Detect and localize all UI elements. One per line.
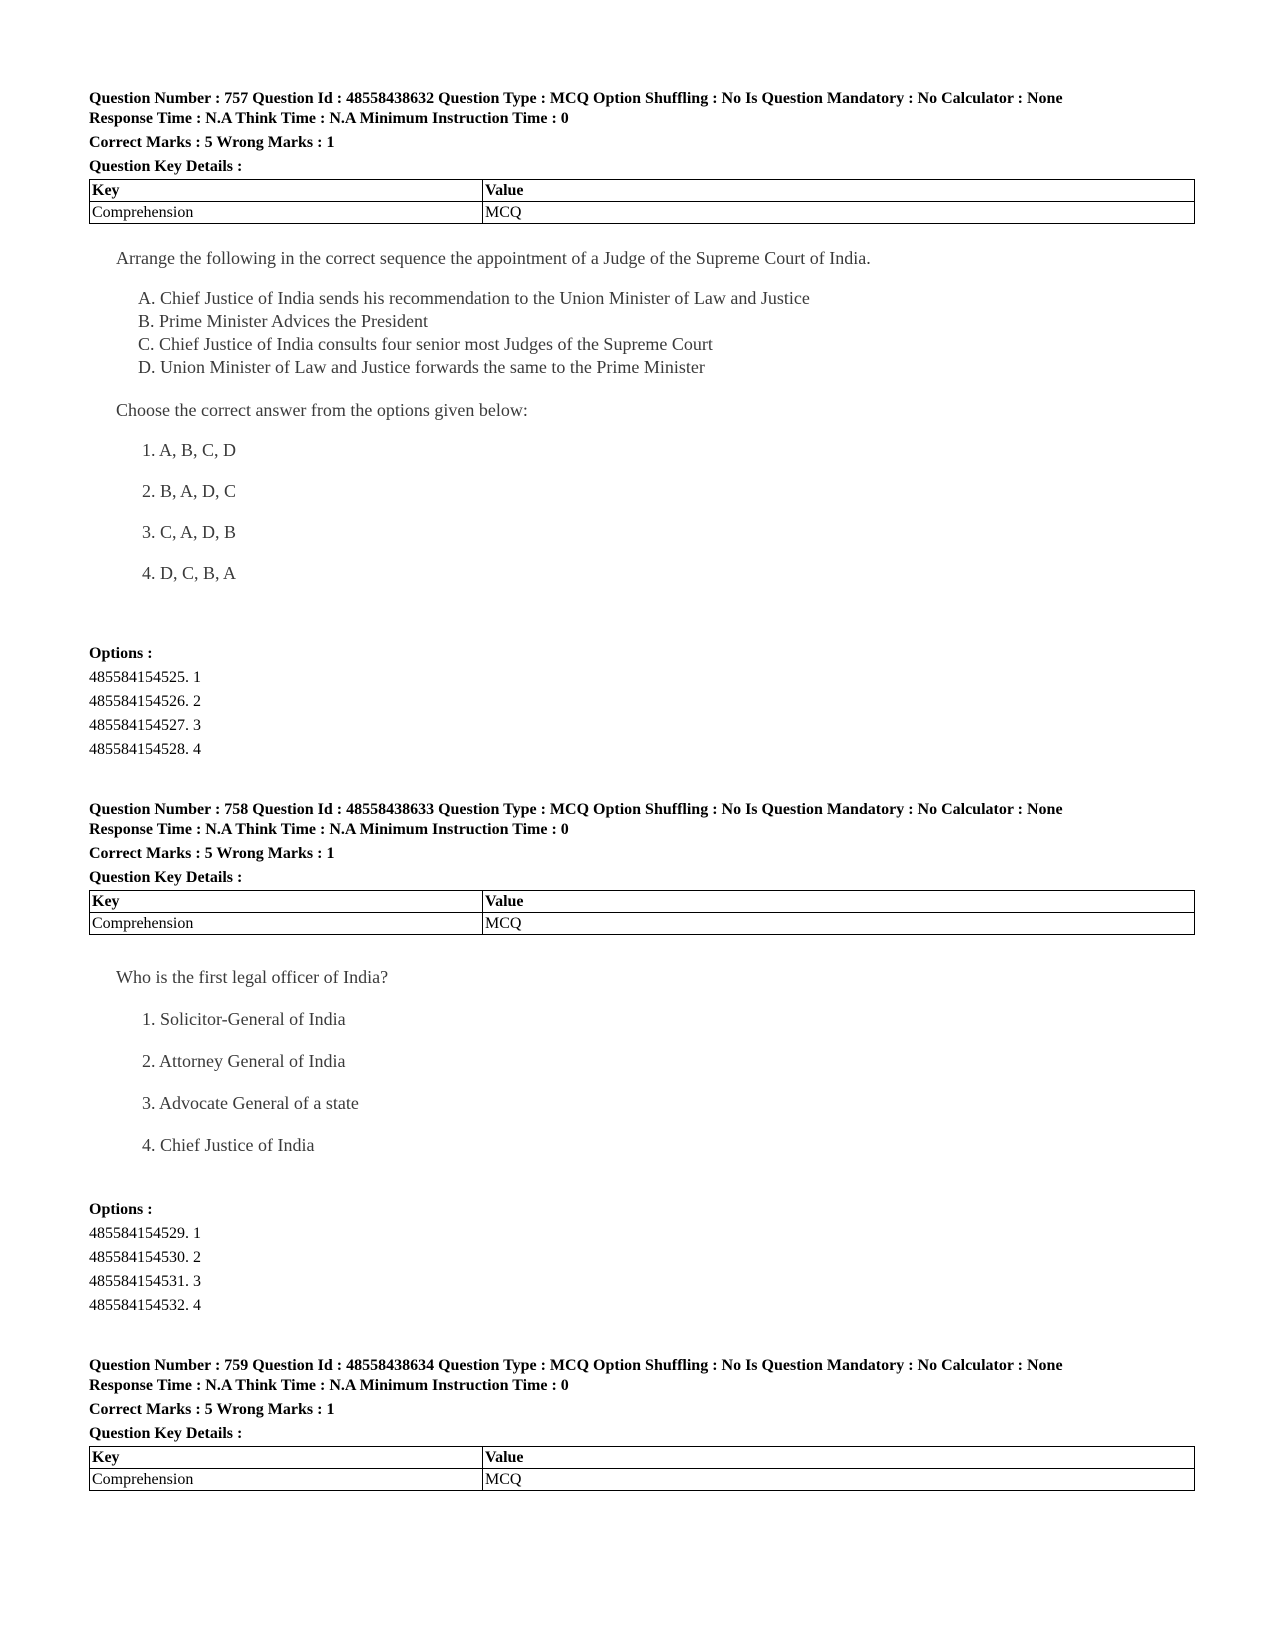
option-item: 485584154526. 2 bbox=[89, 693, 201, 710]
question-header bbox=[89, 89, 1193, 129]
sequence-item: D. Union Minister of Law and Justice forwards the same to the Prime Minister bbox=[138, 357, 705, 377]
question-757-content bbox=[116, 246, 871, 584]
table-row bbox=[90, 913, 1195, 935]
key-details-label: Question Key Details : bbox=[89, 869, 243, 886]
col-key-header: Key bbox=[90, 180, 483, 202]
col-key-header: Key bbox=[90, 891, 483, 913]
instruction-text: Choose the correct answer from the options given below: bbox=[116, 400, 528, 420]
option-item: 485584154528. 4 bbox=[89, 741, 201, 758]
option-item: 485584154525. 1 bbox=[89, 669, 201, 686]
answer-choice: 4. D, C, B, A bbox=[142, 563, 237, 583]
header-line-1: Question Number : 757 Question Id : 48558438632 Question Type : MCQ Option Shuffling : No Is Question Mandatory : No Calculator : None bbox=[89, 90, 1063, 107]
value-cell: MCQ bbox=[483, 913, 1195, 935]
sequence-item: C. Chief Justice of India consults four senior most Judges of the Supreme Court bbox=[138, 334, 713, 354]
table-row bbox=[90, 202, 1195, 224]
option-item: 485584154529. 1 bbox=[89, 1225, 201, 1242]
question-759-meta bbox=[89, 1356, 1193, 1491]
answer-choice: 1. Solicitor-General of India bbox=[142, 1009, 346, 1029]
header-line-2: Response Time : N.A Think Time : N.A Minimum Instruction Time : 0 bbox=[89, 1377, 569, 1394]
key-details-table bbox=[89, 890, 1195, 935]
table-header-row bbox=[90, 891, 1195, 913]
option-item: 485584154532. 4 bbox=[89, 1297, 201, 1314]
sequence-item: B. Prime Minister Advices the President bbox=[138, 311, 428, 331]
question-header bbox=[89, 800, 1193, 840]
col-value-header: Value bbox=[483, 891, 1195, 913]
header-line-2: Response Time : N.A Think Time : N.A Minimum Instruction Time : 0 bbox=[89, 110, 569, 127]
answer-choice: 1. A, B, C, D bbox=[142, 440, 237, 460]
col-value-header: Value bbox=[483, 1447, 1195, 1469]
key-cell: Comprehension bbox=[90, 1469, 483, 1491]
marks-line: Correct Marks : 5 Wrong Marks : 1 bbox=[89, 134, 335, 151]
answer-choice: 4. Chief Justice of India bbox=[142, 1135, 315, 1155]
header-line-1: Question Number : 759 Question Id : 48558438634 Question Type : MCQ Option Shuffling : No Is Question Mandatory : No Calculator : None bbox=[89, 1357, 1063, 1374]
key-details-label: Question Key Details : bbox=[89, 1425, 243, 1442]
header-line-2: Response Time : N.A Think Time : N.A Minimum Instruction Time : 0 bbox=[89, 821, 569, 838]
option-item: 485584154527. 3 bbox=[89, 717, 201, 734]
col-value-header: Value bbox=[483, 180, 1195, 202]
table-header-row bbox=[90, 1447, 1195, 1469]
value-cell: MCQ bbox=[483, 1469, 1195, 1491]
key-cell: Comprehension bbox=[90, 202, 483, 224]
option-item: 485584154531. 3 bbox=[89, 1273, 201, 1290]
option-item: 485584154530. 2 bbox=[89, 1249, 201, 1266]
question-758-content bbox=[116, 965, 388, 1156]
key-details-label: Question Key Details : bbox=[89, 158, 243, 175]
col-key-header: Key bbox=[90, 1447, 483, 1469]
options-label: Options : bbox=[89, 1201, 153, 1218]
marks-line: Correct Marks : 5 Wrong Marks : 1 bbox=[89, 845, 335, 862]
options-label: Options : bbox=[89, 645, 153, 662]
question-stem: Arrange the following in the correct sequence the appointment of a Judge of the Supreme Court of India. bbox=[116, 248, 871, 268]
value-cell: MCQ bbox=[483, 202, 1195, 224]
answer-choice: 3. C, A, D, B bbox=[142, 522, 237, 542]
sequence-item: A. Chief Justice of India sends his recommendation to the Union Minister of Law and Justice bbox=[138, 288, 810, 308]
answer-choice: 3. Advocate General of a state bbox=[142, 1093, 359, 1113]
answer-choice: 2. Attorney General of India bbox=[142, 1051, 346, 1071]
key-cell: Comprehension bbox=[90, 913, 483, 935]
question-758-meta bbox=[89, 800, 1193, 935]
answer-choice: 2. B, A, D, C bbox=[142, 481, 237, 501]
question-header bbox=[89, 1356, 1193, 1396]
question-757-meta bbox=[89, 89, 1193, 224]
options-list bbox=[89, 1198, 201, 1318]
table-row bbox=[90, 1469, 1195, 1491]
key-details-table bbox=[89, 1446, 1195, 1491]
options-list bbox=[89, 642, 201, 762]
key-details-table bbox=[89, 179, 1195, 224]
table-header-row bbox=[90, 180, 1195, 202]
marks-line: Correct Marks : 5 Wrong Marks : 1 bbox=[89, 1401, 335, 1418]
question-stem: Who is the first legal officer of India? bbox=[116, 967, 389, 987]
header-line-1: Question Number : 758 Question Id : 48558438633 Question Type : MCQ Option Shuffling : No Is Question Mandatory : No Calculator : None bbox=[89, 801, 1063, 818]
